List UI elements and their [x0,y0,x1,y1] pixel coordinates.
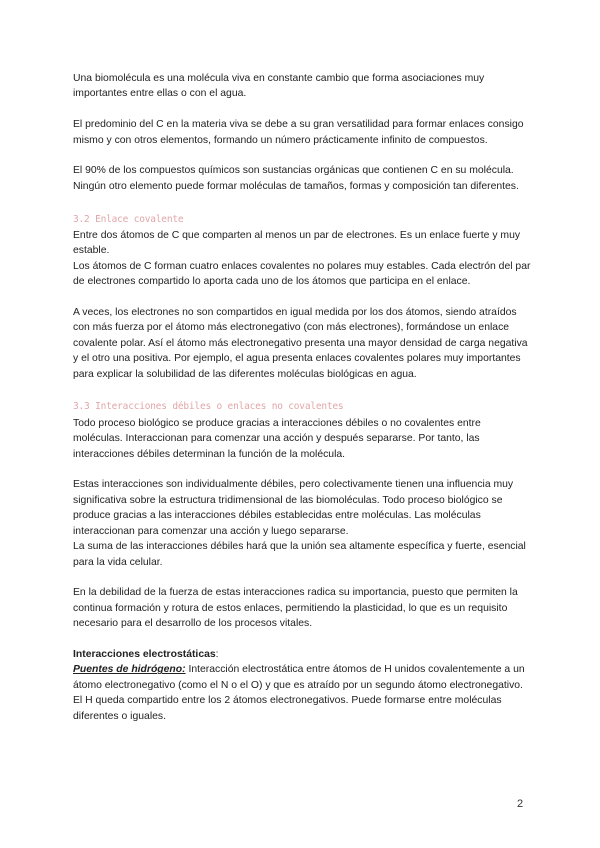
paragraph-covalente-polar: A veces, los electrones no son compartidos en igual medida por los dos átomos, siendo atraídos con más fuerza por el átomo más electronegativo (con más electrones), formándose un enlace covalente polar. Así el átomo más electronegativo presenta una mayor densidad de carga negativa y el otro una positiva. Por ejemplo, el agua presenta enlaces covalentes polares muy importantes para explicar la solubilidad de las diferentes moléculas biológicas en agua. [73,307,528,380]
paragraph-compuestos-organicos: El 90% de los compuestos químicos son sustancias orgánicas que contienen C en su molécula. Ningún otro elemento puede formar moléculas de tamaños, formas y composición tan diferentes. [73,165,519,192]
paragraph-puentes-hidrogeno [73,662,533,724]
subheading-electrostaticas [73,647,533,662]
page-number: 2 [517,798,524,810]
hydrogen-bond-label: Puentes de hidrógeno: [73,664,186,676]
paragraph-debilidad-fuerza: En la debilidad de la fuerza de estas interacciones radica su importancia, puesto que permiten la continua formación y rotura de estos enlaces, permitiendo la plasticidad, lo que es un requisito necesario para el desarrollo de los procesos vitales. [73,587,518,630]
paragraph-predominio-carbono: El predominio del C en la materia viva se debe a su gran versatilidad para formar enlaces consigo mismo y con otros elementos, formando un número prácticamente infinito de compuestos. [73,119,524,146]
paragraph-enlaces-no-polares: Los átomos de C forman cuatro enlaces covalentes no polares muy estables. Cada electrón del par de electrones compartido lo aporta cada uno de los átomos que participa en el enlace. [73,260,531,288]
hydrogen-bond-text: Interacción electrostática entre átomos de H unidos covalentemente a un átomo electronegativo (como el N o el O) y que es atraído por un segundo átomo electronegativo. El H queda compartido entre los 2 átomos electronegativos. Puede formarse entre moléculas diferentes o iguales. [73,664,525,722]
electrostatic-colon: : [215,648,219,660]
paragraph-interacciones-individuales: Estas interacciones son individualmente débiles, pero colectivamente tienen una influencia muy significativa sobre la estructura tridimensional de las biomoléculas. Todo proceso biológico se produce gracias a las interacciones débiles establecidas entre moléculas. Las moléculas interaccionan para comenzar una acción y luego separarse. [73,479,514,537]
electrostatic-title: Interacciones electrostáticas [73,648,216,660]
section-heading-interacciones-debiles: 3.3 Interacciones débiles o enlaces no covalentes [73,401,344,413]
section-heading-enlace-covalente: 3.2 Enlace covalente [73,213,184,225]
paragraph-proceso-biologico: Todo proceso biológico se produce gracias a interacciones débiles o no covalentes entre moléculas. Interaccionan para comenzar una acción y después separarse. Por tanto, las interacciones débiles determinan la función de la molécula. [73,417,481,460]
paragraph-enlace-covalente-def: Entre dos átomos de C que comparten al menos un par de electrones. Es un enlace fuerte y muy estable. [73,230,521,257]
paragraph-suma-interacciones: La suma de las interacciones débiles hará que la unión sea altamente específica y fuerte, esencial para la vida celular. [73,541,526,568]
paragraph-biomolecula: Una biomolécula es una molécula viva en constante cambio que forma asociaciones muy importantes entre ellas o con el agua. [73,73,485,100]
page-content [73,71,533,724]
